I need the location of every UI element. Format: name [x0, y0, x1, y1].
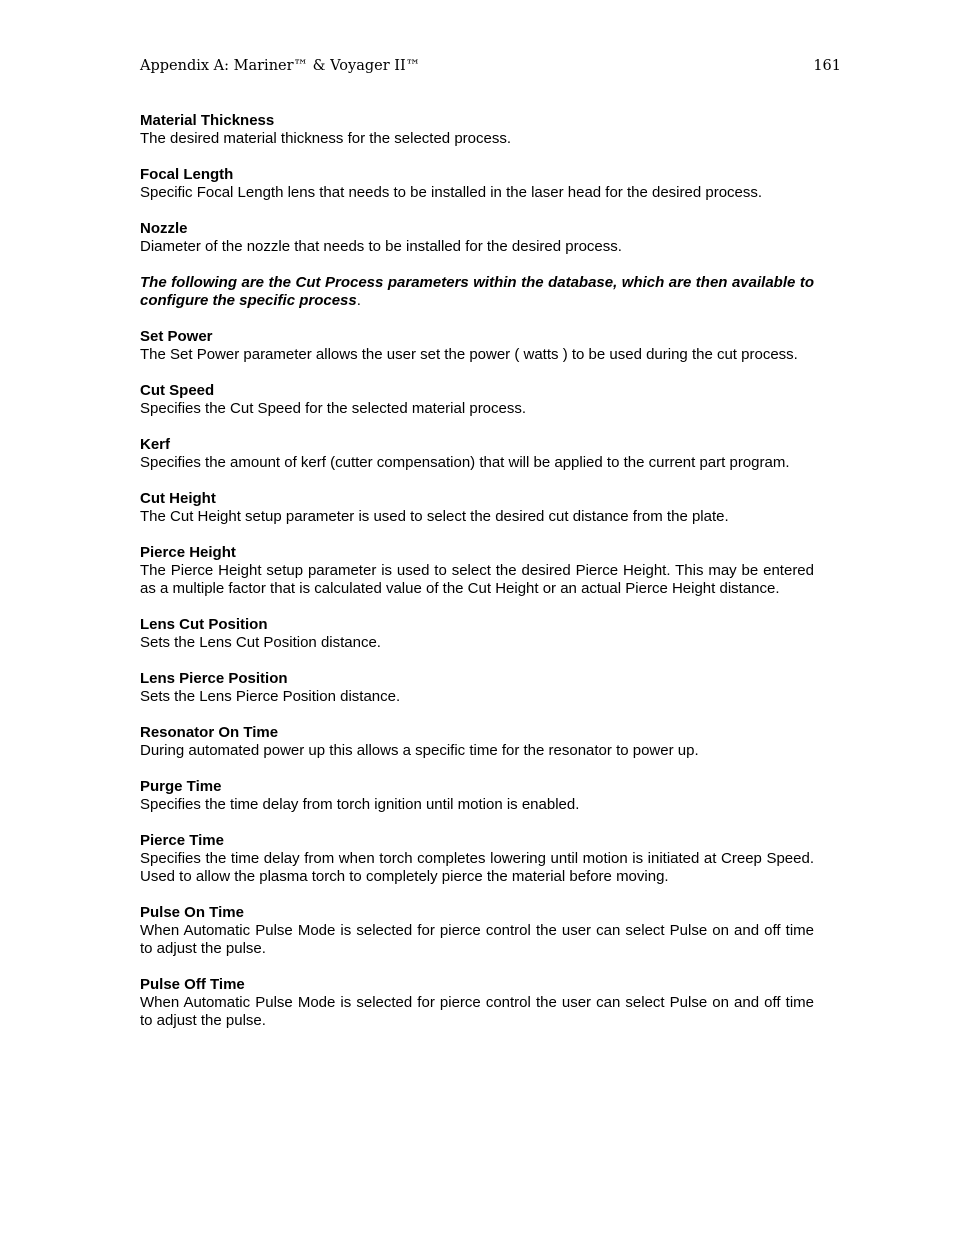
- entry-title: Kerf: [140, 436, 171, 453]
- entry-focal-length: [140, 166, 814, 202]
- entry-title: Purge Time: [140, 778, 222, 795]
- entry-description: Specifies the amount of kerf (cutter compensation) that will be applied to the current part program.: [140, 454, 790, 471]
- entry-title: Pulse On Time: [140, 904, 244, 921]
- entry-kerf: [140, 436, 814, 472]
- entry-cut-speed: [140, 382, 814, 418]
- entry-description: Sets the Lens Pierce Position distance.: [140, 688, 401, 705]
- entry-lens-pierce-position: [140, 670, 814, 706]
- entry-title: Resonator On Time: [140, 724, 279, 741]
- entry-description: Sets the Lens Cut Position distance.: [140, 634, 381, 651]
- entry-material-thickness: [140, 112, 814, 148]
- entry-cut-height: [140, 490, 814, 526]
- entry-set-power: [140, 328, 814, 364]
- entry-title: Focal Length: [140, 166, 234, 183]
- page-header: [140, 56, 841, 76]
- entry-title: Pulse Off Time: [140, 976, 245, 993]
- header-title: Appendix A: Mariner™ & Voyager II™: [140, 58, 421, 74]
- entry-pierce-time: [140, 832, 814, 886]
- intro-end: .: [356, 292, 361, 309]
- entry-description: Specific Focal Length lens that needs to be installed in the laser head for the desired process.: [140, 184, 763, 201]
- entry-description: Specifies the Cut Speed for the selected material process.: [140, 400, 527, 417]
- entry-title: Lens Cut Position: [140, 616, 268, 633]
- entry-title: Cut Height: [140, 490, 216, 507]
- entry-resonator-on-time: [140, 724, 814, 760]
- entry-pulse-off-time: [140, 976, 814, 1030]
- entry-title: Pierce Time: [140, 832, 224, 849]
- page-number: 161: [813, 58, 841, 74]
- entry-description: Specifies the time delay from torch ignition until motion is enabled.: [140, 796, 580, 813]
- entry-purge-time: [140, 778, 814, 814]
- entry-title: Lens Pierce Position: [140, 670, 288, 687]
- entry-title: Set Power: [140, 328, 213, 345]
- entry-pulse-on-time: [140, 904, 814, 958]
- entry-description: Diameter of the nozzle that needs to be installed for the desired process.: [140, 238, 622, 255]
- entry-title: Material Thickness: [140, 112, 275, 129]
- entry-description: The desired material thickness for the selected process.: [140, 130, 512, 147]
- entry-description: The Pierce Height setup parameter is used to select the desired Pierce Height. This may be entered as a multiple factor that is calculated value of the Cut Height or an actual Pierce Height distance.: [140, 562, 814, 597]
- entry-title: Pierce Height: [140, 544, 236, 561]
- entry-description: When Automatic Pulse Mode is selected for pierce control the user can select Pulse on and off time to adjust the pulse.: [140, 922, 814, 957]
- entry-title: Cut Speed: [140, 382, 215, 399]
- cut-process-intro: [140, 274, 814, 310]
- entry-lens-cut-position: [140, 616, 814, 652]
- document-body: [140, 112, 814, 1048]
- entry-description: During automated power up this allows a specific time for the resonator to power up.: [140, 742, 699, 759]
- entry-pierce-height: [140, 544, 814, 598]
- entry-description: The Set Power parameter allows the user set the power ( watts ) to be used during the cut process.: [140, 346, 798, 363]
- entry-nozzle: [140, 220, 814, 256]
- entry-description: When Automatic Pulse Mode is selected for pierce control the user can select Pulse on and off time to adjust the pulse.: [140, 994, 814, 1029]
- entry-description: Specifies the time delay from when torch completes lowering until motion is initiated at Creep Speed. Used to allow the plasma torch to completely pierce the material before moving.: [140, 850, 814, 885]
- entry-title: Nozzle: [140, 220, 188, 237]
- entry-description: The Cut Height setup parameter is used to select the desired cut distance from the plate.: [140, 508, 729, 525]
- intro-text: The following are the Cut Process parameters within the database, which are then available to configure the specific process: [140, 274, 814, 309]
